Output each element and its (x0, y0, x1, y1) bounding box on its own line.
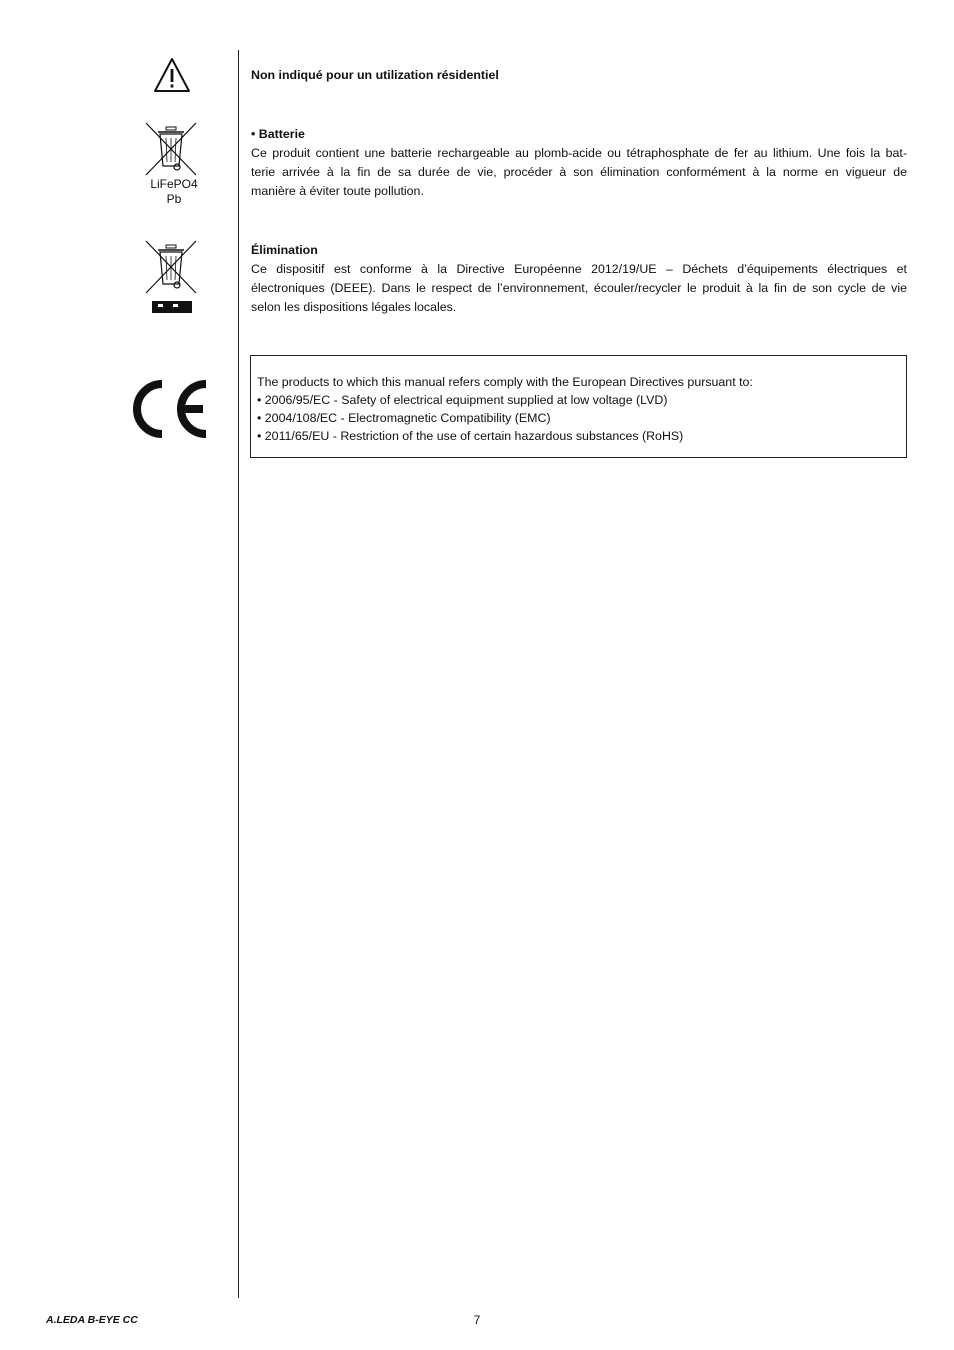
battery-text-line: terie arrivée à la fin de sa durée de vie, procéder à son élimination conformément à la norme en vigueur de (251, 165, 907, 179)
eu-compliance-box (250, 355, 907, 458)
battery-section (251, 125, 907, 201)
residential-warning-title: Non indiqué pour un utilization résidentiel (251, 68, 499, 82)
compliance-item-lvd: • 2006/95/EC - Safety of electrical equipment supplied at low voltage (LVD) (257, 393, 668, 407)
battery-text-line: Ce produit contient une batterie rechargeable au plomb-acide ou tétraphosphate de fer au lithium. Une fois la bat- (251, 146, 907, 160)
battery-heading: • Batterie (251, 127, 305, 141)
battery-text-line: manière à éviter toute pollution. (251, 184, 424, 198)
battery-lead-label: Pb (166, 192, 182, 206)
disposal-text-line: Ce dispositif est conforme à la Directive Européenne 2012/19/UE – Déchets d’équipements électriques et (251, 262, 907, 276)
compliance-item-emc: • 2004/108/EC - Electromagnetic Compatibility (EMC) (257, 411, 551, 425)
page-number: 7 (473, 1313, 481, 1327)
disposal-text-line: selon les dispositions légales locales. (251, 300, 457, 314)
disposal-heading: Élimination (251, 243, 318, 257)
disposal-text-line: électroniques (DEEE). Dans le respect de l’environnement, écouler/recycler le produit à la fin de son cycle de vie (251, 281, 907, 295)
footer-product-name: A.LEDA B-EYE CC (46, 1314, 138, 1326)
compliance-intro: The products to which this manual refers comply with the European Directives pursuant to: (257, 375, 753, 389)
battery-disposal-bin-icon (144, 121, 198, 177)
ce-mark-icon (128, 378, 210, 440)
compliance-item-rohs: • 2011/65/EU - Restriction of the use of certain hazardous substances (RoHS) (257, 429, 684, 443)
column-divider (238, 50, 239, 1298)
warning-triangle-icon (153, 57, 191, 93)
disposal-section (251, 241, 907, 317)
weee-bin-icon (144, 239, 198, 315)
battery-chemistry-label: LiFePO4 (150, 177, 198, 191)
